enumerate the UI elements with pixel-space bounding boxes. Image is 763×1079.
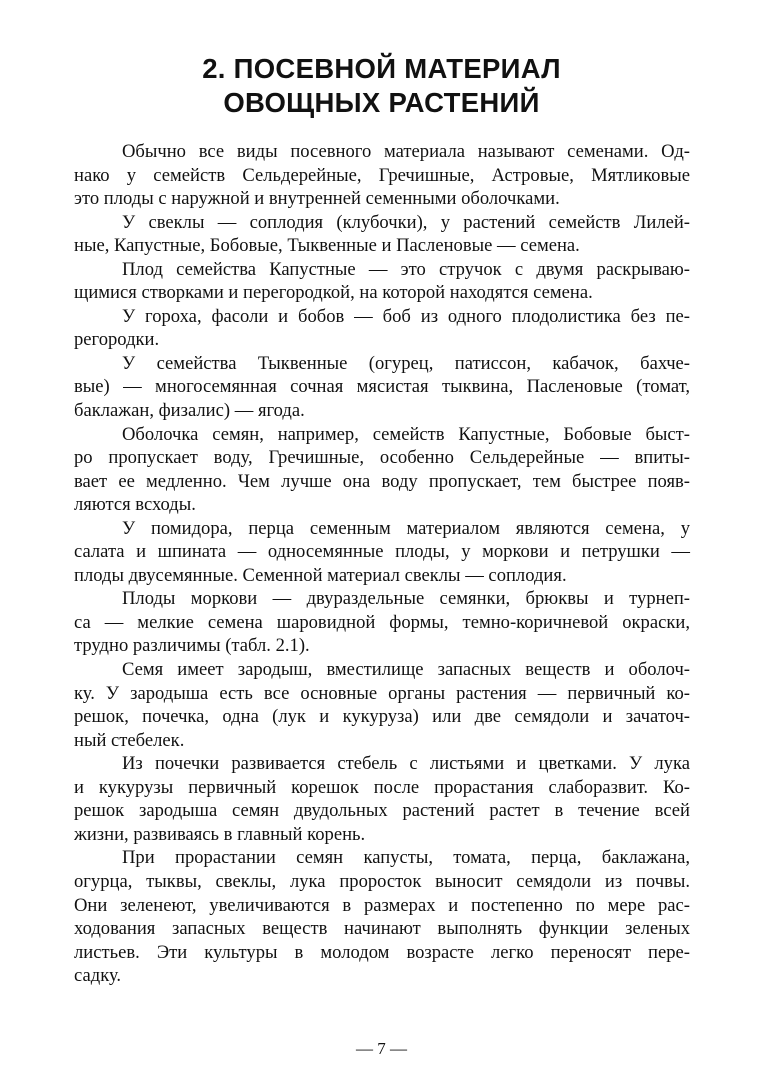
chapter-heading-line-1: 2. ПОСЕВНОЙ МАТЕРИАЛ xyxy=(202,53,561,84)
paragraph-line: решок, почечка, одна (лук и кукуруза) или две семядоли и зачаточ- xyxy=(74,706,690,728)
page-number: — 7 — xyxy=(356,1039,407,1058)
paragraph xyxy=(74,305,690,352)
paragraph-line: ку. У зародыша есть все основные органы растения — первичный ко- xyxy=(74,682,690,704)
paragraph-line: вые) — многосемянная сочная мясистая тыквина, Пасленовые (томат, xyxy=(74,376,690,398)
chapter-heading xyxy=(0,52,763,120)
paragraph-line: трудно различимы (табл. 2.1). xyxy=(74,635,310,657)
paragraph xyxy=(74,587,690,658)
paragraph-line: огурца, тыквы, свеклы, лука проросток выносит семядоли из почвы. xyxy=(74,870,690,892)
paragraph xyxy=(74,517,690,588)
paragraph-line: са — мелкие семена шаровидной формы, темно-коричневой окраски, xyxy=(74,611,690,633)
paragraph-line: ный стебелек. xyxy=(74,729,185,751)
paragraph-line: нако у семейств Сельдерейные, Гречишные, Астровые, Мятликовые xyxy=(74,164,690,186)
paragraph xyxy=(74,352,690,423)
paragraph-line: садку. xyxy=(74,965,122,987)
paragraph xyxy=(74,846,690,987)
paragraph xyxy=(74,140,690,211)
paragraph-line: жизни, развиваясь в главный корень. xyxy=(74,823,366,845)
paragraph xyxy=(74,258,690,305)
paragraph xyxy=(74,423,690,517)
paragraph-line: это плоды с наружной и внутренней семенными оболочками. xyxy=(74,188,560,210)
paragraph-line: ляются всходы. xyxy=(74,494,196,516)
paragraph-line: Плоды моркови — двураздельные семянки, брюквы и турнеп- xyxy=(122,588,690,610)
paragraph-line: и кукурузы первичный корешок после прорастания слаборазвит. Ко- xyxy=(74,776,690,798)
paragraph-line: вает ее медленно. Чем лучше она воду пропускает, тем быстрее появ- xyxy=(74,470,690,492)
paragraph-line: салата и шпината — односемянные плоды, у моркови и петрушки — xyxy=(74,541,690,563)
paragraph-line: баклажан, физалис) — ягода. xyxy=(74,400,305,422)
paragraph-line: ро пропускает воду, Гречишные, особенно Сельдерейные — впиты- xyxy=(74,447,690,469)
paragraph-line: плоды двусемянные. Семенной материал свеклы — соплодия. xyxy=(74,564,567,586)
paragraph-line: При прорастании семян капусты, томата, перца, баклажана, xyxy=(122,847,690,869)
paragraph-line: щимися створками и перегородкой, на которой находятся семена. xyxy=(74,282,593,304)
paragraph-line: ходования запасных веществ начинают выполнять функции зеленых xyxy=(74,918,690,940)
paragraph-line: Они зеленеют, увеличиваются в размерах и постепенно по мере рас- xyxy=(74,894,690,916)
paragraph-line: Плод семейства Капустные — это стручок с двумя раскрываю- xyxy=(122,258,690,280)
paragraph-line: решок зародыша семян двудольных растений растет в течение всей xyxy=(74,800,690,822)
paragraph-line: У помидора, перца семенным материалом являются семена, у xyxy=(122,517,690,539)
paragraph-line: Обычно все виды посевного материала называют семенами. Од- xyxy=(122,141,690,162)
chapter-heading-line-2: ОВОЩНЫХ РАСТЕНИЙ xyxy=(223,87,540,118)
paragraph-line: Семя имеет зародыш, вместилище запасных веществ и оболоч- xyxy=(122,659,690,681)
paragraph xyxy=(74,658,690,752)
paragraph-line: Оболочка семян, например, семейств Капустные, Бобовые быст- xyxy=(122,423,690,445)
paragraph-line: У свеклы — соплодия (клубочки), у растений семейств Лилей- xyxy=(122,211,690,233)
paragraph xyxy=(74,211,690,258)
paragraph-line: У гороха, фасоли и бобов — боб из одного плодолистика без пе- xyxy=(122,305,690,327)
paragraph-line: У семейства Тыквенные (огурец, патиссон, кабачок, бахче- xyxy=(122,352,690,374)
body-text xyxy=(74,140,690,988)
paragraph-line: регородки. xyxy=(74,329,160,351)
paragraph-line: Из почечки развивается стебель с листьями и цветками. У лука xyxy=(122,753,690,775)
paragraph-line: листьев. Эти культуры в молодом возрасте легко переносят пере- xyxy=(74,941,690,963)
paragraph xyxy=(74,752,690,846)
paragraph-line: ные, Капустные, Бобовые, Тыквенные и Пасленовые — семена. xyxy=(74,235,580,257)
